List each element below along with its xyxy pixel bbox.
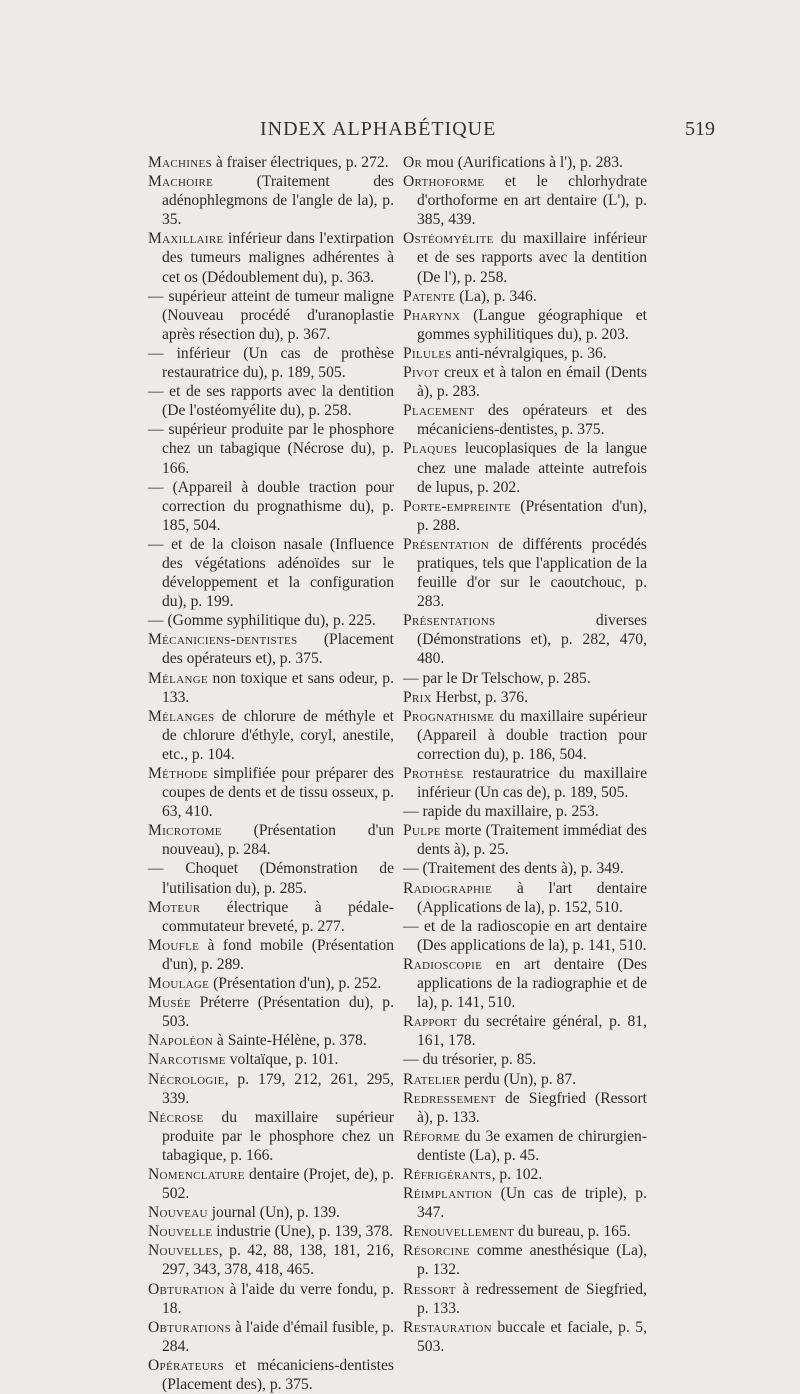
index-entry (403, 535, 647, 611)
index-entry (148, 229, 394, 286)
index-entry (148, 1108, 394, 1165)
page-header (150, 118, 715, 148)
index-entry-text: de chlorure de méthyle et de chlorure d'éthyle, coryl, anestile, etc., p. 104. (162, 707, 394, 763)
index-entry-heading: Pilules (403, 344, 452, 362)
index-entry-heading: Ressort (403, 1280, 456, 1298)
index-entry-text: à l'aide d'émail fusible, p. 284. (162, 1318, 394, 1355)
index-entry-text: de différents procédés pratiques, tels que l'application de la feuille d'or sur le caoutchouc, p. 283. (417, 535, 647, 611)
index-entry-text: Préterre (Présentation du), p. 503. (162, 994, 394, 1031)
index-entry (403, 1050, 647, 1069)
index-entry-text: à l'art dentaire (Applications de la), p. 152, 510. (417, 879, 647, 916)
index-entry-text: anti-névralgiques, p. 36. (451, 344, 607, 362)
page-number: 519 (685, 118, 715, 140)
index-entry (403, 229, 647, 286)
index-entry-heading: Mélanges (148, 707, 215, 725)
index-column-left (148, 153, 394, 1394)
index-entry-text: à redressement de Siegfried, p. 133. (417, 1280, 647, 1317)
index-entry (403, 859, 647, 878)
index-entry-text: mou (Aurifications à l'), p. 283. (422, 154, 623, 171)
index-entry (148, 859, 394, 897)
index-entry-heading: Rapport (403, 1013, 458, 1031)
index-entry-heading: Narcotisme (148, 1051, 226, 1069)
index-entry-text: — et de ses rapports avec la dentition (De l'ostéomyélite du), p. 258. (148, 383, 394, 420)
index-entry (403, 669, 647, 688)
index-entry (403, 1222, 647, 1241)
index-entry-heading: Napoléon (148, 1032, 213, 1050)
index-entry-heading: Microtome (148, 822, 222, 840)
index-entry-heading: Obturations (148, 1318, 232, 1336)
index-entry-text: — supérieur atteint de tumeur maligne (Nouveau procédé d'uranoplastie après résection du), p. 367. (148, 287, 394, 343)
index-entry (148, 382, 394, 420)
index-entry (148, 287, 394, 344)
index-entry-text: à Sainte-Hélène, p. 378. (213, 1032, 367, 1050)
index-entry-text: restauratrice du maxillaire inférieur (Un cas de), p. 189, 505. (417, 765, 647, 802)
index-entry-heading: Pharynx (403, 306, 461, 324)
index-entry-text: en art dentaire (Des applications de la radiographie et de la), p. 141, 510. (417, 955, 647, 1012)
index-entry-text: — et de la radioscopie en art dentaire (Des applications de la), p. 141, 510. (403, 917, 647, 954)
index-entry-heading: Radiographie (403, 879, 493, 897)
index-entry (148, 420, 394, 477)
index-entry-heading: Moteur (148, 898, 201, 916)
index-entry-heading: Maxillaire (148, 230, 224, 248)
index-entry-text: non toxique et sans odeur, p. 133. (162, 669, 394, 706)
index-entry-text: — Choquet (Démonstration de l'utilisation du), p. 285. (148, 860, 394, 897)
index-entry-text: (La), p. 346. (455, 287, 537, 305)
index-entry-heading: Résorcine (403, 1242, 470, 1260)
index-entry (148, 1241, 394, 1279)
index-entry-heading: Prognathisme (403, 707, 495, 725)
index-entry-text: — du trésorier, p. 85. (403, 1051, 537, 1069)
index-entry (148, 1203, 394, 1222)
index-entry-text: , p. 179, 212, 261, 295, 339. (162, 1070, 394, 1107)
index-entry (403, 1318, 647, 1356)
index-column-right (403, 153, 647, 1356)
index-entry (403, 153, 647, 172)
index-entry-text: et mécaniciens-dentistes (Placement des), p. 375. (162, 1356, 394, 1393)
index-entry-text: — et de la cloison nasale (Influence des végétations adénoïdes sur le développement et la configuration du), p. 199. (148, 535, 394, 611)
index-entry-heading: Ostéomyélite (403, 230, 494, 248)
index-entry-heading: Placement (403, 402, 475, 420)
index-entry-text: et le chlorhydrate d'orthoforme en art dentaire (L'), p. 385, 439. (417, 173, 647, 229)
index-entry-text: des opérateurs et des mécaniciens-dentistes, p. 375. (417, 402, 647, 439)
index-entry-text: à fraiser électriques, p. 272. (211, 154, 389, 171)
index-entry (148, 898, 394, 936)
index-entry-text: (Traitement des adénophlegmons de l'angle de la), p. 35. (162, 173, 394, 229)
index-entry-heading: Mélange (148, 669, 208, 687)
index-entry-heading: Orthoforme (403, 173, 485, 191)
index-entry-heading: Réimplantion (403, 1185, 493, 1203)
index-entry-heading: Nouvelle (148, 1223, 213, 1241)
index-entry-heading: Pulpe (403, 822, 441, 840)
index-entry-text: électrique à pédale-commutateur breveté, p. 277. (162, 898, 394, 935)
index-entry-text: perdu (Un), p. 87. (460, 1070, 577, 1088)
index-entry-heading: Radioscopie (403, 955, 483, 973)
index-entry-text: (Présentation d'un), p. 288. (417, 497, 647, 534)
index-entry (148, 1318, 394, 1356)
index-entry (403, 821, 647, 859)
index-entry-heading: Ratelier (403, 1070, 461, 1088)
index-entry-text: (Présentation d'un nouveau), p. 284. (162, 822, 394, 859)
index-entry-heading: Musée (148, 994, 191, 1012)
index-entry (403, 1165, 647, 1184)
index-entry-heading: Pivot (403, 364, 440, 382)
index-entry-text: à l'aide du verre fondu, p. 18. (162, 1280, 394, 1317)
index-entry (148, 1070, 394, 1108)
index-entry-text: , p. 102. (491, 1165, 543, 1183)
index-entry-heading: Machines (148, 154, 212, 171)
index-entry (403, 1241, 647, 1279)
index-entry (403, 363, 647, 401)
index-entry (403, 879, 647, 917)
index-entry (148, 611, 394, 630)
index-entry-text: — supérieur produite par le phosphore chez un tabagique (Nécrose du), p. 166. (148, 421, 394, 477)
index-entry (148, 1280, 394, 1318)
index-entry-heading: Porte-empreinte (403, 497, 512, 515)
index-entry-text: — rapide du maxillaire, p. 253. (403, 803, 599, 821)
index-entry-heading: Nouvelles (148, 1242, 219, 1260)
index-entry (148, 707, 394, 764)
index-entry-heading: Or (403, 154, 423, 171)
index-entry-text: — inférieur (Un cas de prothèse restauratrice du), p. 189, 505. (148, 344, 394, 382)
index-entry (148, 669, 394, 707)
index-entry (148, 153, 394, 172)
index-entry-heading: Redressement (403, 1089, 496, 1107)
index-entry-heading: Restauration (403, 1318, 492, 1336)
index-entry (403, 172, 647, 229)
index-entry-text: — (Gomme syphilitique du), p. 225. (148, 612, 376, 630)
index-entry (148, 1356, 394, 1394)
index-entry-heading: Nécrose (148, 1108, 204, 1126)
index-entry (148, 764, 394, 821)
index-entry (403, 707, 647, 764)
index-entry-heading: Réfrigérants (403, 1165, 492, 1183)
index-entry-text: comme anesthésique (La), p. 132. (417, 1242, 647, 1279)
index-entry-heading: Présentation (403, 535, 489, 553)
index-entry (148, 936, 394, 974)
index-entry-heading: Réforme (403, 1127, 461, 1145)
index-entry (403, 1184, 647, 1222)
index-entry (148, 974, 394, 993)
index-entry-text: simplifiée pour préparer des coupes de dents et de tissu osseux, p. 63, 410. (162, 765, 394, 821)
index-entry (403, 611, 647, 668)
index-entry-heading: Moufle (148, 936, 200, 954)
index-entry-text: de Siegfried (Ressort à), p. 133. (417, 1089, 647, 1126)
index-entry-text: inférieur dans l'extirpation des tumeurs malignes adhérentes à cet os (Dédoublement du), p. 363. (162, 230, 394, 286)
index-entry-heading: Nouveau (148, 1204, 208, 1222)
index-entry-text: du secrétaire général, p. 81, 161, 178. (417, 1013, 647, 1050)
index-entry (148, 1050, 394, 1069)
index-entry (403, 802, 647, 821)
index-entry-text: dentaire (Projet, de), p. 502. (162, 1165, 394, 1203)
index-entry-heading: Moulage (148, 975, 210, 993)
index-entry (403, 1070, 647, 1089)
index-entry-heading: Nécrologie (148, 1070, 225, 1088)
index-entry-text: diverses (Démonstrations et), p. 282, 470, 480. (417, 612, 647, 668)
running-title: INDEX ALPHABÉTIQUE (260, 118, 497, 140)
index-entry-text: du maxillaire supérieur (Appareil à double traction pour correction du), p. 186, 504. (417, 707, 647, 763)
index-entry-heading: Obturation (148, 1280, 225, 1298)
index-entry-heading: Opérateurs (148, 1356, 224, 1374)
index-entry (148, 630, 394, 668)
index-entry (148, 1031, 394, 1050)
index-entry (403, 1280, 647, 1318)
index-entry (148, 535, 394, 611)
index-entry-text: du maxillaire inférieur et de ses rapports avec la dentition (De l'), p. 258. (417, 230, 647, 286)
index-entry-text: leucoplasiques de la langue chez une malade atteinte autrefois de lupus, p. 202. (417, 440, 647, 496)
index-entry (403, 688, 647, 707)
index-entry-text: du maxillaire supérieur produite par le phosphore chez un tabagique, p. 166. (162, 1108, 394, 1164)
index-entry (148, 478, 394, 535)
index-entry (148, 993, 394, 1031)
index-entry-text: — (Appareil à double traction pour correction du prognathisme du), p. 185, 504. (148, 478, 394, 534)
index-entry-text: industrie (Une), p. 139, 378. (212, 1223, 393, 1241)
index-entry-heading: Prothèse (403, 765, 464, 782)
index-entry (403, 764, 647, 802)
index-entry (403, 917, 647, 955)
index-entry-heading: Mécaniciens-dentistes (148, 631, 298, 649)
index-entry-text: du 3e examen de chirurgien-dentiste (La), p. 45. (417, 1127, 647, 1164)
index-entry-heading: Nomenclature (148, 1165, 245, 1183)
index-entry (403, 287, 647, 306)
index-entry-text: , p. 42, 88, 138, 181, 216, 297, 343, 378, 418, 465. (162, 1242, 394, 1279)
index-entry (148, 172, 394, 229)
index-entry-heading: Patente (403, 287, 456, 305)
index-entry-text: (Présentation d'un), p. 252. (209, 975, 382, 993)
index-entry-text: — (Traitement des dents à), p. 349. (403, 860, 624, 878)
index-entry-text: du bureau, p. 165. (514, 1223, 631, 1241)
index-entry (403, 1127, 647, 1165)
index-entry-text: buccale et faciale, p. 5, 503. (417, 1318, 647, 1355)
index-entry-heading: Machoire (148, 173, 214, 191)
index-entry (403, 344, 647, 363)
index-entry-heading: Prix (403, 688, 432, 706)
index-entry (403, 497, 647, 535)
index-entry (148, 1222, 394, 1241)
index-entry-text: Herbst, p. 376. (431, 688, 528, 706)
index-entry (403, 1089, 647, 1127)
index-entry-heading: Plaques (403, 440, 458, 458)
index-entry-heading: Présentations (403, 612, 496, 630)
index-entry (148, 344, 394, 382)
index-entry (403, 955, 647, 1012)
index-entry (148, 821, 394, 859)
index-entry-text: morte (Traitement immédiat des dents à), p. 25. (417, 822, 647, 859)
index-entry (403, 1012, 647, 1050)
index-entry-heading: Méthode (148, 765, 208, 782)
index-entry (403, 401, 647, 439)
index-entry-text: voltaïque, p. 101. (225, 1051, 339, 1069)
index-entry (403, 439, 647, 496)
index-entry-text: (Langue géographique et gommes syphilitiques du), p. 203. (417, 306, 647, 343)
index-entry-text: (Placement des opérateurs et), p. 375. (162, 631, 394, 668)
index-entry-text: creux et à talon en émail (Dents à), p. 283. (417, 364, 647, 401)
index-entry-heading: Renouvellement (403, 1223, 515, 1241)
index-entry-text: (Un cas de triple), p. 347. (417, 1185, 647, 1222)
index-entry-text: — par le Dr Telschow, p. 285. (403, 669, 591, 687)
index-entry (403, 306, 647, 344)
index-entry-text: journal (Un), p. 139. (207, 1204, 340, 1222)
index-entry-text: à fond mobile (Présentation d'un), p. 289. (162, 936, 394, 973)
index-entry (148, 1165, 394, 1203)
